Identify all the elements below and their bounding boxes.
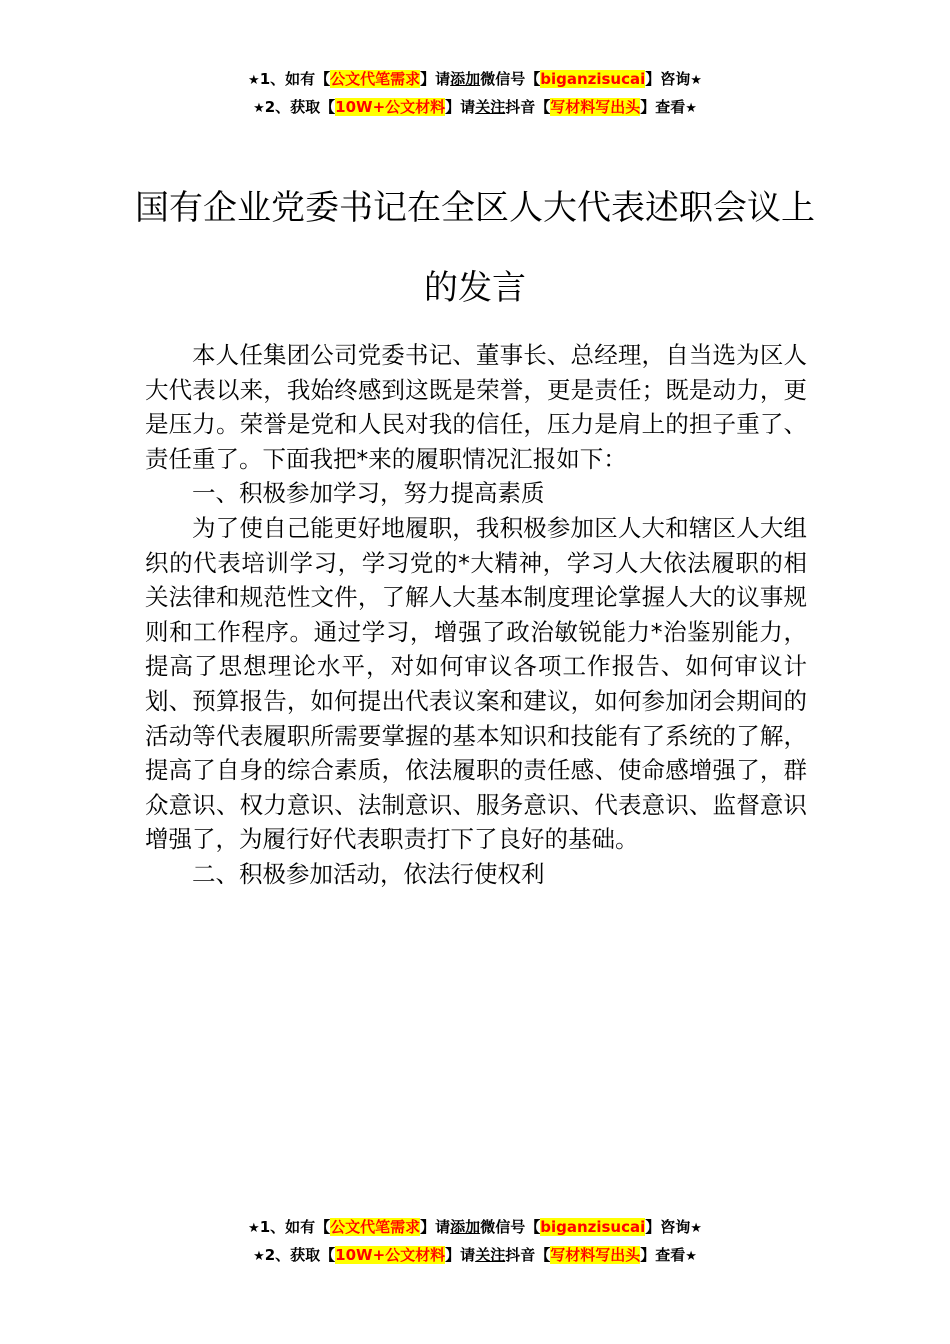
star-icon: ★ [248,73,260,88]
promo-text: 】咨询 [645,1218,691,1236]
promo-text: 微信号【 [480,1218,541,1236]
section-heading: 二、积极参加活动，依法行使权利 [192,859,545,888]
promo-underline: 添加 [450,1218,481,1236]
promo-text: 】请 [420,1218,451,1236]
promo-highlight: 10W+公文材料 [335,98,446,116]
promo-text: 1、如有【 [259,1218,331,1236]
promo-highlight: 公文代笔需求 [330,70,421,88]
promo-text: 2、获取【 [264,1246,336,1264]
promo-underline: 添加 [450,70,481,88]
promo-text: 1、如有【 [259,70,331,88]
promo-text: 抖音【 [505,1246,551,1264]
promo-text: 】请 [420,70,451,88]
promo-text: 】查看 [640,1246,686,1264]
paragraph: 为了使自己能更好地履职，我积极参加区人大和辖区人大组织的代表培训学习，学习党的*大精神，学习人大依法履职的相关法律和规范性文件，了解人大基本制度理论掌握人大的议事规则和工作程序。通过学习，增强了政治敏锐能力*治鉴别能力，提高了思想理论水平，对如何审议各项工作报告、如何审议计划、预算报告，如何提出代表议案和建议，如何参加闭会期间的活动等代表履职所需要掌握的基本知识和技能有了系统的了解，提高了自身的综合素质，依法履职的责任感、使命感增强了，群众意识、权力意识、法制意识、服务意识、代表意识、监督意识增强了，为履行好代表职责打下了良好的基础。 [145,513,807,854]
promo-text: 】查看 [640,98,686,116]
promo-highlight: 10W+公文材料 [335,1246,446,1264]
star-icon: ★ [685,1249,697,1264]
promo-highlight: biganzisucai [540,1218,646,1236]
star-icon: ★ [253,101,265,116]
promo-line-2 [0,1242,950,1270]
promo-header [0,66,950,122]
promo-highlight: 写材料写出头 [550,98,641,116]
promo-footer [0,1214,950,1270]
promo-text: 】请 [445,1246,476,1264]
promo-underline: 关注 [475,1246,506,1264]
star-icon: ★ [248,1221,260,1236]
promo-text: 2、获取【 [264,98,336,116]
promo-text: 】请 [445,98,476,116]
promo-line-1 [0,1214,950,1242]
paragraph: 本人任集团公司党委书记、董事长、总经理，自当选为区人大代表以来，我始终感到这既是荣誉，更是责任；既是动力，更是压力。荣誉是党和人民对我的信任，压力是肩上的担子重了、责任重了。下面我把*来的履职情况汇报如下： [145,341,807,473]
promo-highlight: 公文代笔需求 [330,1218,421,1236]
promo-line-1 [0,66,950,94]
document-title: 国有企业党委书记在全区人大代表述职会议上的发言 [135,188,815,308]
promo-text: 】咨询 [645,70,691,88]
document-body [145,338,807,892]
promo-highlight: 写材料写出头 [550,1246,641,1264]
section-heading: 一、积极参加学习，努力提高素质 [192,479,545,508]
promo-underline: 关注 [475,98,506,116]
star-icon: ★ [690,73,702,88]
star-icon: ★ [690,1221,702,1236]
promo-text: 微信号【 [480,70,541,88]
promo-text: 抖音【 [505,98,551,116]
promo-highlight: biganzisucai [540,70,646,88]
promo-line-2 [0,94,950,122]
star-icon: ★ [253,1249,265,1264]
star-icon: ★ [685,101,697,116]
